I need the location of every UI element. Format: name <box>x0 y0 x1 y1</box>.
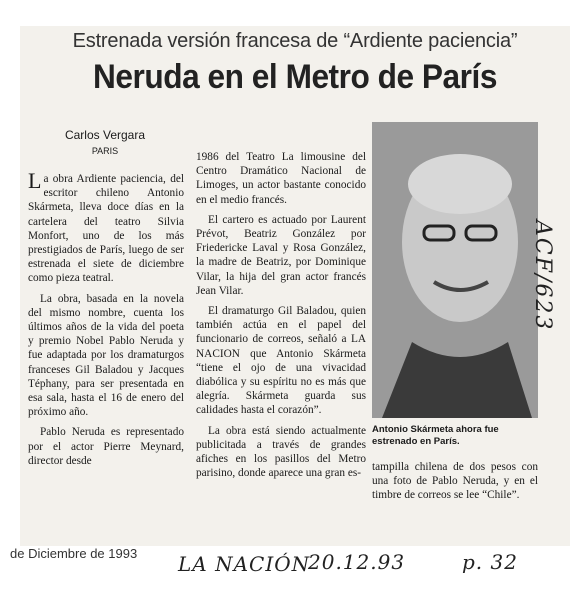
paragraph: 1986 del Teatro La limousine del Centro Dramático Nacional de Limoges, un actor bastante conocido en el medio francés. <box>196 151 366 206</box>
paragraph: La obra está siendo actualmente publicitada a través de grandes afiches en los pasillos del Metro parisino, donde aparece una gran es- <box>196 424 366 480</box>
print-date: de Diciembre de 1993 <box>10 546 138 561</box>
paragraph: Pablo Neruda es representado por el actor Pierre Meynard, director desde <box>28 426 184 467</box>
photo-caption: Antonio Skármeta ahora fue estrenado en París. <box>372 424 499 447</box>
handwritten-newspaper: LA NACIÓN <box>178 552 311 576</box>
paragraph: La obra, basada en la novela del mismo nombre, cuenta los últimos años de la vida del poeta y premio Nobel Pablo Neruda y fue adaptada por los dramaturgos franceses Gil Baladou y Jacques Téphany, para ser presentada en esa sala, hasta el 16 de enero del próximo año. <box>28 292 184 419</box>
article-column-2 <box>196 150 366 486</box>
article-kicker: Estrenada versión francesa de “Ardiente paciencia” <box>72 30 518 52</box>
byline-place: PARIS <box>91 146 119 156</box>
margin-catalog-code: ACF/623 <box>530 220 555 332</box>
article-column-1 <box>28 168 184 474</box>
paragraph: La obra Ardiente paciencia, del escritor chileno Antonio Skármeta, lleva doce días en la cartelera del teatro Silvia Monfort, uno de los más prestigiados de París, luego de ser estrenada el siete de diciembre como pieza teatral. <box>28 168 184 285</box>
handwritten-page: p. 32 <box>462 550 518 574</box>
byline-author: Carlos Vergara <box>64 128 146 142</box>
handwritten-date: 20.12.93 <box>308 550 406 574</box>
portrait-photo <box>372 122 538 418</box>
paragraph: tampilla chilena de dos pesos con una foto de Pablo Neruda, y en el timbre de correos se lee “Chile”. <box>372 461 538 502</box>
paragraph: El cartero es actuado por Laurent Prévot, Beatriz González por Friedericke Laval y Rosa González, la madre de Beatriz, por Dominique Vilar, la hija del gran actor francés Jean Vilar. <box>196 213 366 297</box>
article-headline: Neruda en el Metro de París <box>93 58 497 96</box>
drop-cap: L <box>28 168 42 193</box>
paragraph: El dramaturgo Gil Baladou, quien también actúa en el papel del funcionario de correos, señaló a LA NACION que Antonio Skármeta “tiene el ojo de una vivacidad diabólica y su espíritu no es más que alegría. Skármeta guarda sus calidades hasta el corazón”. <box>196 305 366 417</box>
article-column-3 <box>372 460 538 509</box>
